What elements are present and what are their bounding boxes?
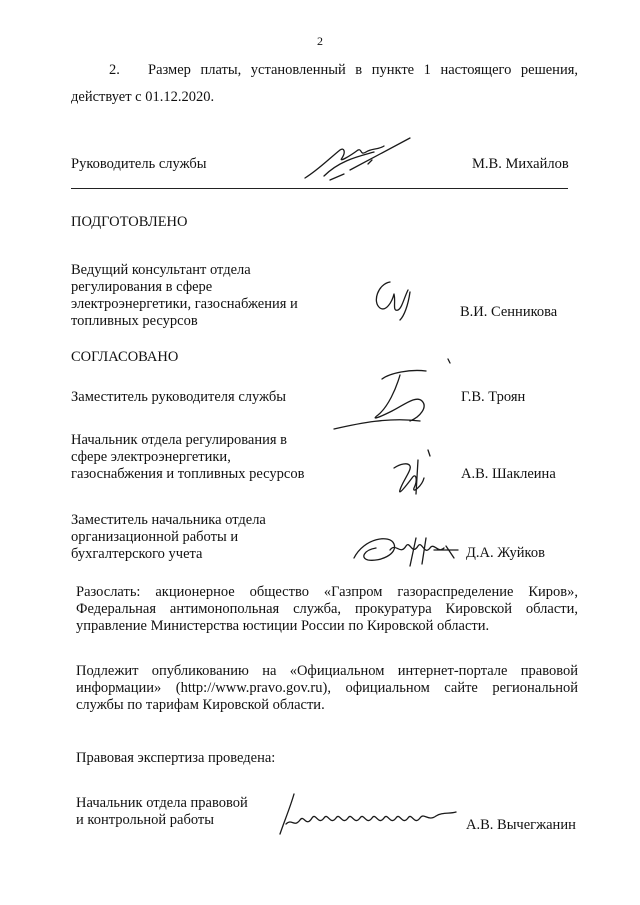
- agreed-signer-3-position: [71, 512, 266, 563]
- head-name: М.В. Михайлов: [472, 156, 569, 172]
- distribution-line: Разослать: акционерное общество «Газпром газораспределение Киров»,: [76, 584, 578, 600]
- distribution-line: Федеральная антимонопольная служба, прокуратура Кировской области,: [76, 601, 578, 617]
- page-number: 2: [317, 34, 323, 48]
- publication-text: [76, 663, 578, 714]
- agreed-signer-2-position: [71, 432, 304, 483]
- position-line: Начальник отдела регулирования в: [71, 432, 288, 448]
- distribution-line: управление Министерства юстиции России по Кировской области.: [76, 618, 490, 634]
- publication-line: службы по тарифам Кировской области.: [76, 697, 325, 713]
- position-line: Заместитель руководителя службы: [71, 389, 287, 405]
- prepared-heading: ПОДГОТОВЛЕНО: [71, 214, 188, 230]
- legal-review-name: А.В. Вычегжанин: [466, 817, 576, 833]
- separator-line: [71, 188, 568, 189]
- position-line: Начальник отдела правовой: [76, 795, 248, 811]
- agreed-signer-2-signature: [388, 446, 438, 498]
- prepared-position: [71, 262, 341, 330]
- clause-text-line-2: действует с 01.12.2020.: [71, 89, 215, 105]
- agreed-signer-2-name: А.В. Шаклеина: [461, 466, 556, 482]
- agreed-signer-3-name: Д.А. Жуйков: [466, 545, 545, 561]
- legal-review-signature: [272, 788, 462, 838]
- prepared-name: В.И. Сенникова: [460, 304, 558, 320]
- publication-line: информации» (http://www.pravo.gov.ru), официальном сайте региональной: [76, 680, 578, 696]
- prepared-position-line: топливных ресурсов: [71, 313, 198, 329]
- head-position: Руководитель службы: [71, 156, 207, 172]
- position-line: организационной работы и: [71, 529, 239, 545]
- agreed-signer-1-signature: [330, 355, 460, 435]
- legal-review-position: [76, 795, 248, 829]
- prepared-position-line: электроэнергетики, газоснабжения и: [71, 296, 298, 312]
- prepared-position-line: Ведущий консультант отдела: [71, 262, 251, 278]
- clause-text-line-1: Размер платы, установленный в пункте 1 настоящего решения,: [148, 62, 578, 78]
- agreed-signer-3-signature: [350, 528, 462, 570]
- prepared-position-line: регулирования в сфере: [71, 279, 213, 295]
- position-line: газоснабжения и топливных ресурсов: [71, 466, 305, 482]
- clause-number: 2.: [109, 62, 120, 78]
- head-signature: [300, 130, 430, 185]
- prepared-signature: [368, 272, 428, 322]
- legal-review-statement: Правовая экспертиза проведена:: [76, 750, 276, 766]
- position-line: и контрольной работы: [76, 812, 214, 828]
- agreed-heading: СОГЛАСОВАНО: [71, 349, 179, 365]
- position-line: сфере электроэнергетики,: [71, 449, 231, 465]
- publication-line: Подлежит опубликованию на «Официальном интернет-портале правовой: [76, 663, 578, 679]
- position-line: бухгалтерского учета: [71, 546, 203, 562]
- distribution-text: [76, 584, 578, 635]
- agreed-signer-1-name: Г.В. Троян: [461, 389, 526, 405]
- agreed-signer-1-position: [71, 389, 286, 406]
- position-line: Заместитель начальника отдела: [71, 512, 266, 528]
